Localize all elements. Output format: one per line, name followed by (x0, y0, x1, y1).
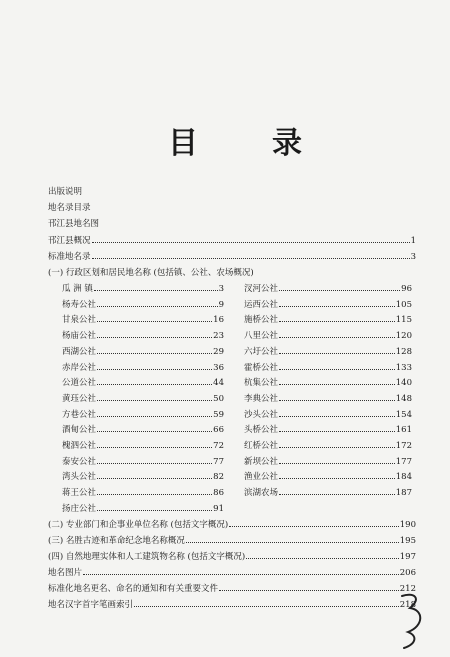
toc-entry[interactable] (62, 347, 224, 358)
leader-dots (97, 306, 218, 307)
toc-entry[interactable] (244, 284, 412, 295)
toc-entry[interactable] (62, 378, 224, 389)
leader-dots (97, 510, 212, 511)
toc-entry-label: 瓜 洲 镇 (62, 284, 93, 294)
toc-entry-label: (四) 自然地理实体和人工建筑物名称 (包括文字概况) (48, 552, 246, 562)
toc-entry-page: 91 (213, 503, 224, 514)
toc-entry-page: 133 (395, 362, 412, 373)
toc-entry[interactable] (62, 284, 224, 295)
toc-entry-label: (三) 名胜古迹和革命纪念地名称概况 (48, 536, 185, 546)
toc-entry-label: 杨寿公社 (62, 299, 97, 310)
toc-entry-page: 86 (213, 488, 224, 499)
toc-entry-page: 161 (395, 425, 412, 436)
leader-dots (97, 400, 212, 401)
toc-entry-label: 头桥公社 (244, 425, 279, 436)
leader-dots (97, 337, 212, 338)
toc-entry-page: 3 (410, 252, 416, 262)
toc-entry-page: 77 (213, 456, 224, 467)
toc-entry-page: 195 (399, 536, 416, 546)
leader-dots (229, 526, 399, 527)
toc-entry[interactable] (48, 536, 416, 547)
toc-entry-page: 105 (395, 299, 412, 310)
toc-entry-label: 标准化地名更名、命名的通知和有关重要文件 (48, 584, 219, 594)
toc-entry-page: 36 (213, 362, 224, 373)
toc-entry-label: 泰安公社 (62, 456, 97, 467)
toc-entry-label: 霍桥公社 (244, 362, 279, 373)
toc-entry[interactable] (244, 300, 412, 311)
toc-entry-label: 地名汉字首字笔画索引 (48, 600, 134, 610)
toc-entry-page: 148 (395, 393, 412, 404)
toc-entry[interactable] (62, 394, 224, 405)
toc-entry[interactable] (244, 472, 412, 483)
toc-entry-page: 66 (213, 425, 224, 436)
toc-entry-label: 扬庄公社 (62, 503, 97, 514)
leader-dots (92, 242, 410, 243)
toc-entry-label: 施桥公社 (244, 315, 279, 326)
toc-entry[interactable] (244, 363, 412, 374)
toc-entry-label: 地名图片 (48, 568, 83, 578)
leader-dots (186, 542, 399, 543)
toc-entry[interactable] (62, 457, 224, 468)
toc-entry-page: 96 (401, 284, 412, 294)
toc-entry-label: 方巷公社 (62, 409, 97, 420)
toc-entry-page: 82 (213, 472, 224, 483)
leader-dots (279, 384, 395, 385)
leader-dots (83, 574, 399, 575)
toc-entry-page: 72 (213, 441, 224, 451)
leader-dots (279, 447, 395, 448)
toc-entry-label: 邗江县概况 (48, 236, 91, 246)
toc-entry-label: 杭集公社 (244, 378, 279, 389)
leader-dots (97, 369, 212, 370)
toc-entry[interactable] (62, 472, 224, 483)
toc-entry[interactable] (244, 347, 412, 358)
toc-entry-label: 八里公社 (244, 331, 279, 342)
leader-dots (279, 290, 400, 291)
toc-entry[interactable] (62, 331, 224, 342)
toc-entry[interactable] (62, 363, 224, 374)
leader-dots (219, 590, 399, 591)
handwritten-mark-icon (398, 592, 426, 650)
toc-entry[interactable] (62, 300, 224, 311)
toc-entry-page: 1 (410, 236, 416, 246)
toc-entry[interactable] (48, 600, 416, 611)
toc-entry[interactable] (48, 568, 416, 579)
toc-entry[interactable] (48, 252, 416, 263)
toc-entry[interactable] (244, 394, 412, 405)
toc-entry-label: 蒋王公社 (62, 488, 97, 499)
toc-entry[interactable] (244, 331, 412, 342)
title-char-2: 录 (272, 126, 302, 161)
toc-entry-page: 120 (395, 331, 412, 342)
leader-dots (97, 494, 212, 495)
toc-entry-label: 沙头公社 (244, 409, 279, 420)
toc-entry-page: 59 (213, 409, 224, 420)
toc-entry[interactable] (244, 488, 412, 499)
toc-entry-label: 标准地名录 (48, 252, 91, 262)
toc-entry-label: 甘泉公社 (62, 315, 97, 326)
leader-dots (279, 337, 395, 338)
toc-entry-label: 公道公社 (62, 378, 97, 389)
leader-dots (94, 290, 218, 291)
toc-entry-page: 9 (218, 299, 224, 310)
leader-dots (279, 306, 395, 307)
leader-dots (97, 431, 212, 432)
leader-dots (97, 478, 212, 479)
front-matter-item[interactable]: 出版说明 (48, 187, 83, 197)
toc-entry-label: 滨湖农场 (244, 488, 279, 499)
toc-entry-label: 运西公社 (244, 299, 279, 310)
toc-entry-label: 杨庙公社 (62, 331, 97, 342)
leader-dots (97, 463, 212, 464)
toc-entry-page: 212 (399, 584, 416, 594)
leader-dots (279, 353, 395, 354)
leader-dots (279, 416, 395, 417)
toc-entry-label: 红桥公社 (244, 441, 279, 451)
toc-entry-page: 3 (218, 284, 224, 294)
toc-entry[interactable] (62, 441, 224, 452)
toc-entry[interactable] (62, 488, 224, 499)
toc-entry-label: 黄珏公社 (62, 393, 97, 404)
toc-entry-page: 29 (213, 346, 224, 357)
toc-entry[interactable] (244, 315, 412, 326)
toc-entry[interactable] (62, 410, 224, 421)
toc-entry-label: 湾头公社 (62, 472, 97, 483)
toc-entry[interactable] (244, 410, 412, 421)
toc-entry-label: 赤岸公社 (62, 362, 97, 373)
toc-entry[interactable] (244, 457, 412, 468)
title-char-1: 目 (168, 126, 198, 161)
toc-entry-page: 206 (399, 568, 416, 578)
leader-dots (97, 447, 212, 448)
toc-entry-label: 酒甸公社 (62, 425, 97, 436)
section-heading[interactable]: (一) 行政区划和居民地名称 (包括镇、公社、农场概况) (48, 268, 254, 278)
leader-dots (134, 606, 399, 607)
leader-dots (279, 463, 395, 464)
toc-entry[interactable] (244, 425, 412, 436)
toc-entry[interactable] (62, 504, 224, 515)
leader-dots (279, 494, 395, 495)
leader-dots (279, 369, 395, 370)
leader-dots (97, 321, 212, 322)
toc-entry-page: 218 (399, 600, 416, 610)
leader-dots (97, 416, 212, 417)
toc-entry-page: 44 (213, 378, 224, 389)
toc-entry-label: 新坝公社 (244, 456, 279, 467)
toc-entry[interactable] (62, 315, 224, 326)
toc-entry-label: (二) 专业部门和企事业单位名称 (包括文字概况) (48, 520, 229, 530)
toc-entry-label: 西湖公社 (62, 346, 97, 357)
toc-entry-label: 六圩公社 (244, 346, 279, 357)
toc-entry-page: 187 (395, 488, 412, 499)
toc-entry[interactable] (62, 425, 224, 436)
toc-entry-label: 渔业公社 (244, 472, 279, 483)
toc-entry[interactable] (48, 236, 416, 247)
toc-entry-page: 184 (395, 472, 412, 483)
front-matter-item[interactable]: 邗江县地名图 (48, 219, 100, 229)
toc-entry-label: 槐泗公社 (62, 441, 97, 451)
toc-entry-page: 197 (399, 552, 416, 562)
toc-entry-page: 128 (395, 346, 412, 357)
toc-entry-page: 16 (213, 315, 224, 326)
leader-dots (279, 478, 395, 479)
toc-entry-page: 190 (399, 520, 416, 530)
toc-entry[interactable] (48, 584, 416, 595)
toc-entry[interactable] (244, 378, 412, 389)
toc-entry-page: 172 (395, 441, 412, 451)
leader-dots (246, 558, 399, 559)
toc-entry-page: 115 (395, 315, 412, 326)
leader-dots (92, 258, 410, 259)
toc-entry-page: 177 (395, 456, 412, 467)
leader-dots (279, 321, 395, 322)
toc-entry-page: 140 (395, 378, 412, 389)
leader-dots (279, 400, 395, 401)
toc-entry[interactable] (48, 552, 416, 563)
leader-dots (97, 384, 212, 385)
front-matter-item[interactable]: 地名录目录 (48, 203, 91, 213)
leader-dots (97, 353, 212, 354)
toc-entry-label: 汊河公社 (244, 284, 279, 294)
leader-dots (279, 431, 395, 432)
toc-entry[interactable] (244, 441, 412, 452)
toc-entry-page: 23 (213, 331, 224, 342)
toc-entry-page: 50 (213, 393, 224, 404)
toc-entry[interactable] (48, 520, 416, 531)
toc-entry-page: 154 (395, 409, 412, 420)
toc-entry-label: 李典公社 (244, 393, 279, 404)
